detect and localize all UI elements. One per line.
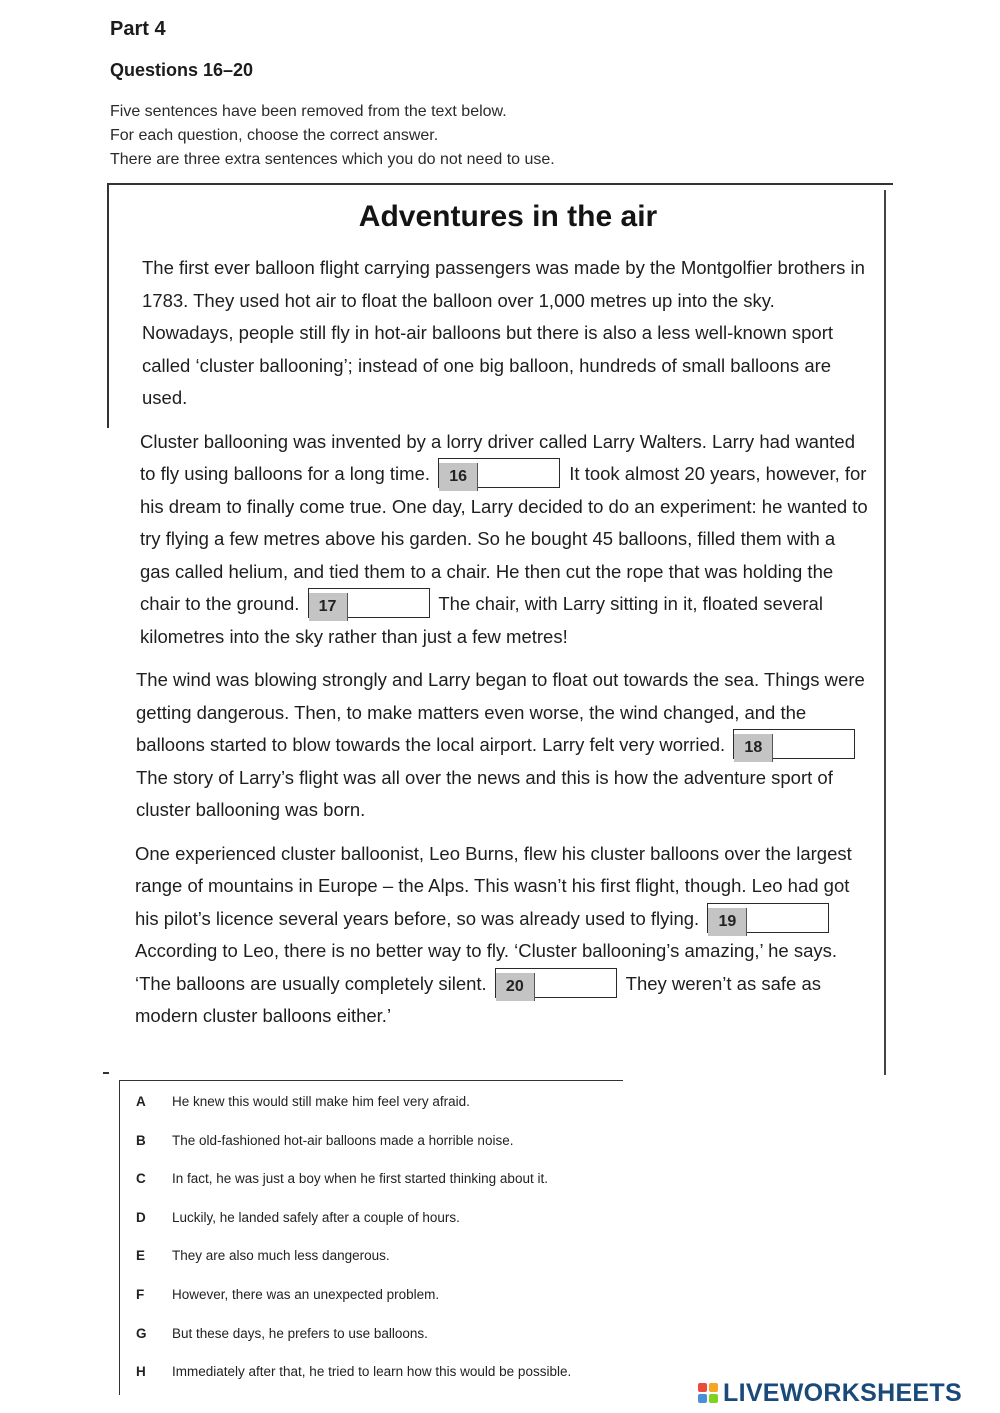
answer-gap-16[interactable] xyxy=(438,458,560,488)
logo-text: LIVEWORKSHEETS xyxy=(723,1378,962,1407)
gap-number: 19 xyxy=(708,908,747,936)
paragraph-2 xyxy=(135,426,870,654)
option-text: The old-fashioned hot-air balloons made a horrible noise. xyxy=(172,1132,514,1148)
gap-number: 18 xyxy=(734,734,773,762)
options-top-rule xyxy=(120,1080,623,1081)
paragraph-text: They weren’t as safe as modern cluster balloons either.’ xyxy=(135,972,822,1026)
answer-options xyxy=(136,1094,756,1403)
paragraph-text: Cluster ballooning was invented by a lorry driver called Larry Walters. Larry had wanted to fly using balloons for a long time. xyxy=(140,430,855,484)
paragraph-3 xyxy=(135,664,870,827)
instructions xyxy=(110,100,555,172)
option-b xyxy=(136,1133,756,1172)
paragraph-4 xyxy=(135,838,870,1033)
text-frame-tick xyxy=(103,1072,109,1074)
option-d xyxy=(136,1210,756,1249)
logo-square xyxy=(698,1394,707,1403)
text-frame-top xyxy=(107,183,893,185)
logo-grid-icon xyxy=(698,1383,718,1403)
option-letter: A xyxy=(136,1094,146,1109)
article-title: Adventures in the air xyxy=(358,200,658,233)
paragraph-text: The story of Larry’s flight was all over the news and this is how the adventure sport of cluster ballooning was born. xyxy=(136,766,833,820)
option-text: They are also much less dangerous. xyxy=(172,1248,390,1264)
instruction-line: There are three extra sentences which you do not need to use. xyxy=(110,151,555,168)
liveworksheets-logo xyxy=(698,1378,962,1408)
option-letter: C xyxy=(136,1171,146,1187)
option-text: Luckily, he landed safely after a couple of hours. xyxy=(172,1209,460,1225)
paragraph-text: The chair, with Larry sitting in it, floated several kilometres into the sky rather than just a few metres! xyxy=(140,593,823,647)
option-a xyxy=(136,1094,756,1133)
text-frame-right xyxy=(884,190,886,1075)
option-e xyxy=(136,1248,756,1287)
option-g xyxy=(136,1326,756,1365)
answer-gap-17[interactable] xyxy=(308,588,430,618)
answer-gap-18[interactable] xyxy=(733,729,855,759)
option-text: But these days, he prefers to use balloons. xyxy=(172,1325,428,1341)
option-c xyxy=(136,1171,756,1210)
option-letter: G xyxy=(136,1325,147,1341)
instruction-line: Five sentences have been removed from the text below. xyxy=(110,103,507,120)
paragraph-text: According to Leo, there is no better way to fly. ‘Cluster ballooning’s amazing,’ he says. ‘The balloons are usually completely silent. xyxy=(135,940,837,994)
gap-number: 17 xyxy=(309,593,348,621)
paragraph-text: It took almost 20 years, however, for his dream to finally come true. One day, Larry decided to do an experiment: he wanted to try flying a few metres above his garden. So he bought 45 balloons, filled them with a gas called helium, and tied them to a chair. He then cut the rope that was holding the chair to the ground. xyxy=(140,463,868,614)
options-left-rule xyxy=(119,1080,120,1395)
logo-square xyxy=(709,1394,718,1403)
option-h xyxy=(136,1364,756,1403)
questions-title: Questions 16–20 xyxy=(110,60,254,80)
answer-gap-19[interactable] xyxy=(707,903,829,933)
answer-gap-20[interactable] xyxy=(495,968,617,998)
article-body xyxy=(135,252,870,1044)
option-letter: E xyxy=(136,1248,146,1264)
option-letter: B xyxy=(136,1132,146,1148)
option-text: However, there was an unexpected problem. xyxy=(172,1286,440,1302)
option-letter: H xyxy=(136,1364,146,1380)
part-title: Part 4 xyxy=(110,18,166,40)
logo-square xyxy=(698,1383,707,1392)
instruction-line: For each question, choose the correct answer. xyxy=(110,127,439,144)
logo-square xyxy=(709,1383,718,1392)
option-letter: F xyxy=(136,1286,145,1302)
paragraph-1: The first ever balloon flight carrying passengers was made by the Montgolfier brothers in 1783. They used hot air to float the balloon over 1,000 metres up into the sky. Nowadays, people still fly in hot-air balloons but there is also a less well-known sport called ‘cluster ballooning’; instead of one big balloon, hundreds of small balloons are used. xyxy=(142,257,865,408)
option-text: Immediately after that, he tried to learn how this would be possible. xyxy=(172,1364,572,1380)
option-text: He knew this would still make him feel very afraid. xyxy=(172,1094,470,1109)
gap-number: 16 xyxy=(439,463,478,491)
option-letter: D xyxy=(136,1209,146,1225)
option-text: In fact, he was just a boy when he first started thinking about it. xyxy=(172,1171,548,1187)
gap-number: 20 xyxy=(496,973,535,1001)
paragraph-text: One experienced cluster balloonist, Leo Burns, flew his cluster balloons over the largest range of mountains in Europe – the Alps. This wasn’t his first flight, though. Leo had got his pilot’s licence several years before, so was already used to flying. xyxy=(135,842,852,929)
option-f xyxy=(136,1287,756,1326)
paragraph-text: The wind was blowing strongly and Larry began to float out towards the sea. Things were getting dangerous. Then, to make matters even worse, the wind changed, and the balloons started to blow towards the local airport. Larry felt very worried. xyxy=(136,669,865,755)
